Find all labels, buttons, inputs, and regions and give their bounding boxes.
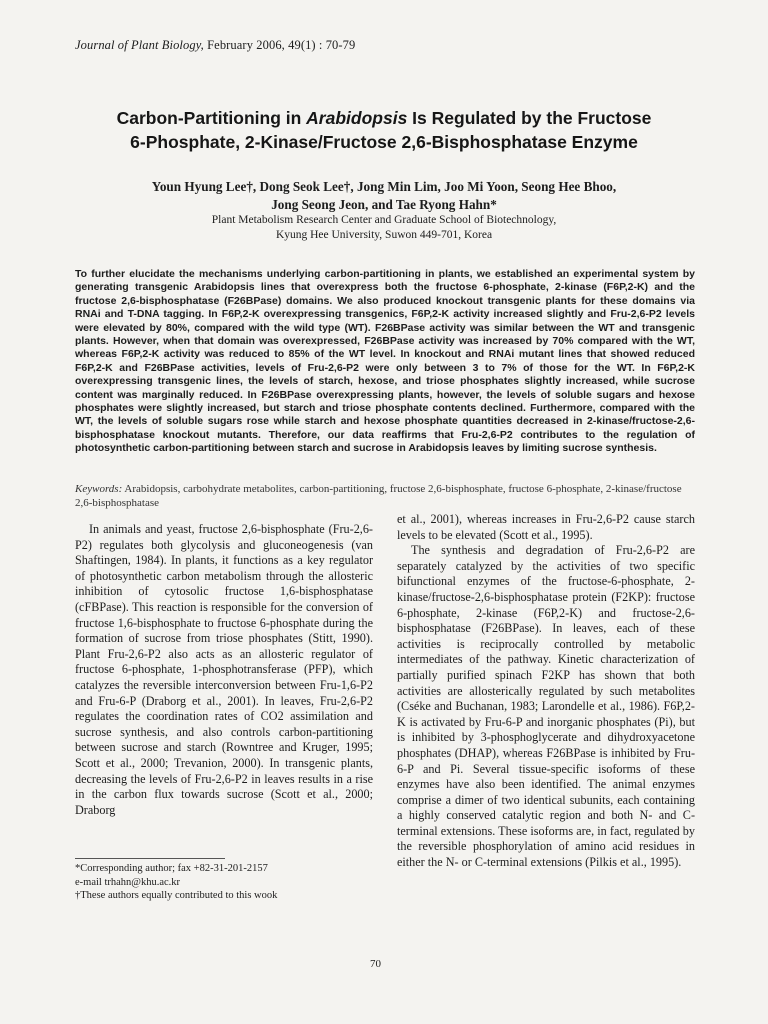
paper-title (60, 106, 708, 154)
body-paragraph: In animals and yeast, fructose 2,6-bisphosphate (Fru-2,6-P2) regulates both glycolysis and gluconeogenesis (van Shaftingen, 1984). In plants, it functions as a key regulator of photosynthetic carbon metabolism through the allosteric inhibition of cytosolic fructose 1,6-bisphosphatase (cFBPase). This reaction is responsible for the conversion of fructose 1,6-bisphosphate to fructose 6-phosphate during the formation of sucrose from triose phosphates (Stitt, 1990). Plant Fru-2,6-P2 also acts as an allosteric regulator of fructose 6-phosphate, 1-phosphotransferase (PFP), which catalyzes the reversible interconversion between Fru-1,6-P2 and Fru-6-P (Draborg et al., 2001). In leaves, Fru-2,6-P2 regulates the coordination rates of CO2 assimilation and sucrose synthesis, and also controls carbon-partitioning between sucrose and starch (Rowntree and Kruger, 1995; Scott et al., 2000; Trevanion, 2000). In transgenic plants, decreasing the levels of Fru-2,6-P2 in leaves results in a rise in the carbon flux towards sucrose (Scott et al., 2000; Draborg (75, 522, 373, 817)
journal-name: Journal of Plant Biology, (75, 38, 204, 52)
affiliation (90, 213, 678, 242)
authors-line1: Youn Hyung Lee†, Dong Seok Lee†, Jong Min Lim, Joo Mi Yoon, Seong Hee Bhoo, (151, 179, 617, 194)
page-number: 70 (370, 958, 381, 970)
body-paragraph-continued: et al., 2001), whereas increases in Fru-2,6-P2 cause starch levels to be elevated (Scott et al., 1995). (397, 512, 695, 542)
journal-issue: February 2006, 49(1) : 70-79 (203, 38, 356, 52)
footnote-email: e-mail trhahn@khu.ac.kr (75, 876, 181, 888)
title-part2: Is Regulated by the Fructose (407, 108, 652, 128)
authors-line2: Jong Seong Jeon, and Tae Ryong Hahn* (271, 197, 497, 212)
body-paragraph: The synthesis and degradation of Fru-2,6-P2 are separately catalyzed by the activities of two specific bifunctional enzymes of the fructose-6-phosphate, 2-kinase/fructose-2,6-bisphosphatase protein (F2KP): fructose 6-phosphate, 2-kinase (F6P,2-K) and fructose-2,6-bisphosphatase (F26BPase). In leaves, each of these activities is reciprocally controlled by metabolic intermediates of the pathway. Kinetic characterization of partially purified spinach F2KP has shown that both activities are allosterically regulated by such metabolites (Cséke and Buchanan, 1983; Larondelle et al., 1986). F6P,2-K is activated by Fru-6-P and inorganic phosphates (Pi), but is inhibited by 3-phosphoglycerate and dihydroxyacetone phosphates (DHAP), whereas F26BPase is inhibited by Fru-6-P and Pi. Several tissue-specific isoforms of these enzymes have also been identified. The animal enzymes comprise a dimer of two identical subunits, each containing a highly conserved catalytic region and both N- and C-terminal extensions. These isoforms are, in fact, regulated by the reversible phosphorylation of amino acid residues in either the N- or C-terminal extensions (Pilkis et al., 1995). (397, 543, 695, 870)
keywords (75, 482, 695, 510)
title-part1: Carbon-Partitioning in (116, 108, 307, 128)
footnote-corresponding: *Corresponding author; fax +82-31-201-2157 (75, 863, 268, 874)
body-right-column (397, 512, 695, 871)
footnote-equal-contribution: †These authors equally contributed to this wook (75, 890, 278, 901)
title-line2: 6-Phosphate, 2-Kinase/Fructose 2,6-Bisphosphatase Enzyme (130, 132, 638, 152)
author-list (90, 178, 678, 214)
title-italic: Arabidopsis (306, 108, 408, 128)
footnotes (75, 862, 373, 903)
keywords-label: Keywords: (75, 483, 123, 495)
keywords-text: Arabidopsis, carbohydrate metabolites, carbon-partitioning, fructose 2,6-bisphosphate, fructose 6-phosphate, 2-kinase/fructose 2,6-bisphosphatase (75, 483, 682, 509)
body-left-column (75, 522, 373, 818)
affiliation-line2: Kyung Hee University, Suwon 449-701, Korea (275, 228, 493, 241)
journal-citation (75, 38, 355, 53)
abstract: To further elucidate the mechanisms underlying carbon-partitioning in plants, we established an experimental system by generating transgenic Arabidopsis lines that overexpress both the fructose 6-phosphate, 2-kinase (F6P,2-K) and the fructose 2,6-bisphosphatase (F26BPase) domains. We also produced knockout transgenic plants for these domains via RNAi and T-DNA tagging. In F6P,2-K overexpressing transgenics, F6P,2-K activity increased slightly and Fru-2,6-P2 levels were elevated by 80%, compared with the wild type (WT). F26BPase activity was similar between the WT and transgenic plants. However, when that domain was overexpressed, F26BPase activity was increased by 70% compared with the WT, whereas F6P,2-K activity was reduced to 85% of the WT level. In knockout and RNAi mutant lines that showed reduced F6P,2-K and F26BPase activities, levels of Fru-2,6-P2 were only between 3 to 7% of those for the WT. In F6P,2-K overexpressing transgenic lines, the levels of starch, hexose, and triose phosphates slightly increased, while sucrose content was marginally reduced. In F26BPase overexpressing plants, however, the levels of soluble sugars and hexose phosphates were slightly increased, but starch and triose phosphate contents declined. Furthermore, compared with the WT, the levels of soluble sugars rose while starch and hexose phosphate quantities decreased in 2-kinase/fructose-2,6-bisphosphatase knockout mutants. Therefore, our data reaffirms that Fru-2,6-P2 contributes to the regulation of photosynthetic carbon-partitioning between starch and sucrose in Arabidopsis leaves by limiting sucrose synthesis. (75, 268, 695, 455)
footnote-divider (75, 858, 225, 859)
affiliation-line1: Plant Metabolism Research Center and Graduate School of Biotechnology, (211, 214, 557, 226)
